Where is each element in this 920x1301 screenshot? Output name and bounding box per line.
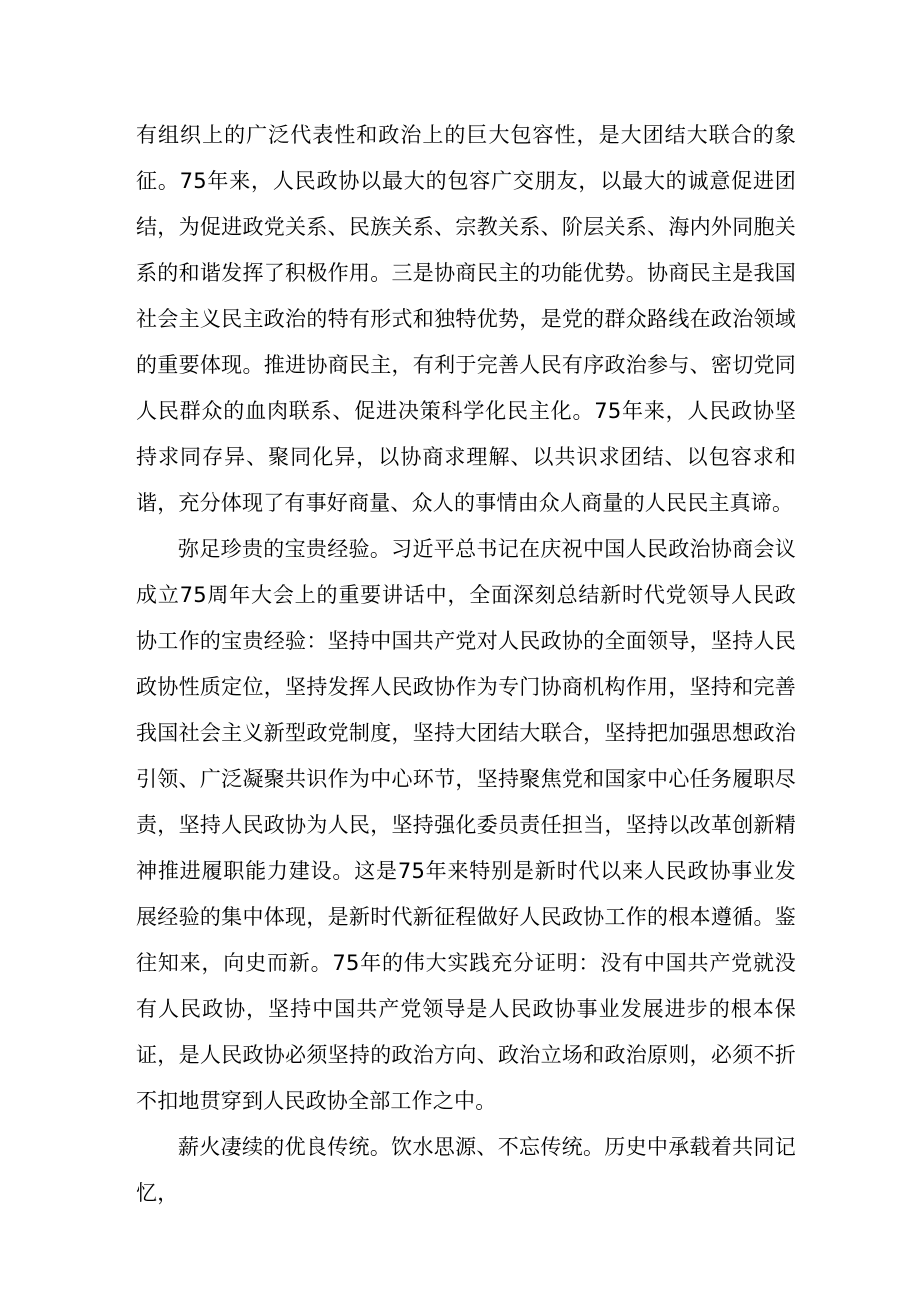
document-body	[136, 112, 796, 1216]
paragraph-fine-tradition: 薪火凄续的优良传统。饮水思源、不忘传统。历史中承载着共同记忆，	[136, 1135, 796, 1205]
paragraph-continuation: 有组织上的广泛代表性和政治上的巨大包容性，是大团结大联合的象征。75年来，人民政协以最大的包容广交朋友，以最大的诚意促进团结，为促进政党关系、民族关系、宗教关系、阶层关系、海内外同胞关系的和谐发挥了积极作用。三是协商民主的功能优势。协商民主是我国社会主义民主政治的特有形式和独特优势，是党的群众路线在政治领域的重要体现。推进协商民主，有利于完善人民有序政治参与、密切党同人民群众的血肉联系、促进决策科学化民主化。75年来，人民政协坚持求同存异、聚同化异，以协商求理解、以共识求团结、以包容求和谐，充分体现了有事好商量、众人的事情由众人商量的人民民主真谛。	[136, 123, 796, 515]
paragraph-valuable-experience: 弥足珍贵的宝贵经验。习近平总书记在庆祝中国人民政治协商会议成立75周年大会上的重要讲话中，全面深刻总结新时代党领导人民政协工作的宝贵经验：坚持中国共产党对人民政协的全面领导，坚持人民政协性质定位，坚持发挥人民政协作为专门协商机构作用，坚持和完善我国社会主义新型政党制度，坚持大团结大联合，坚持把加强思想政治引领、广泛凝聚共识作为中心环节，坚持聚焦党和国家中心任务履职尽责，坚持人民政协为人民，坚持强化委员责任担当，坚持以改革创新精神推进履职能力建设。这是75年来特别是新时代以来人民政协事业发展经验的集中体现，是新时代新征程做好人民政协工作的根本遵循。鉴往知来，向史而新。75年的伟大实践充分证明：没有中国共产党就没有人民政协，坚持中国共产党领导是人民政协事业发展进步的根本保证，是人民政协必须坚持的政治方向、政治立场和政治原则，必须不折不扣地贯穿到人民政协全部工作之中。	[136, 537, 796, 1113]
